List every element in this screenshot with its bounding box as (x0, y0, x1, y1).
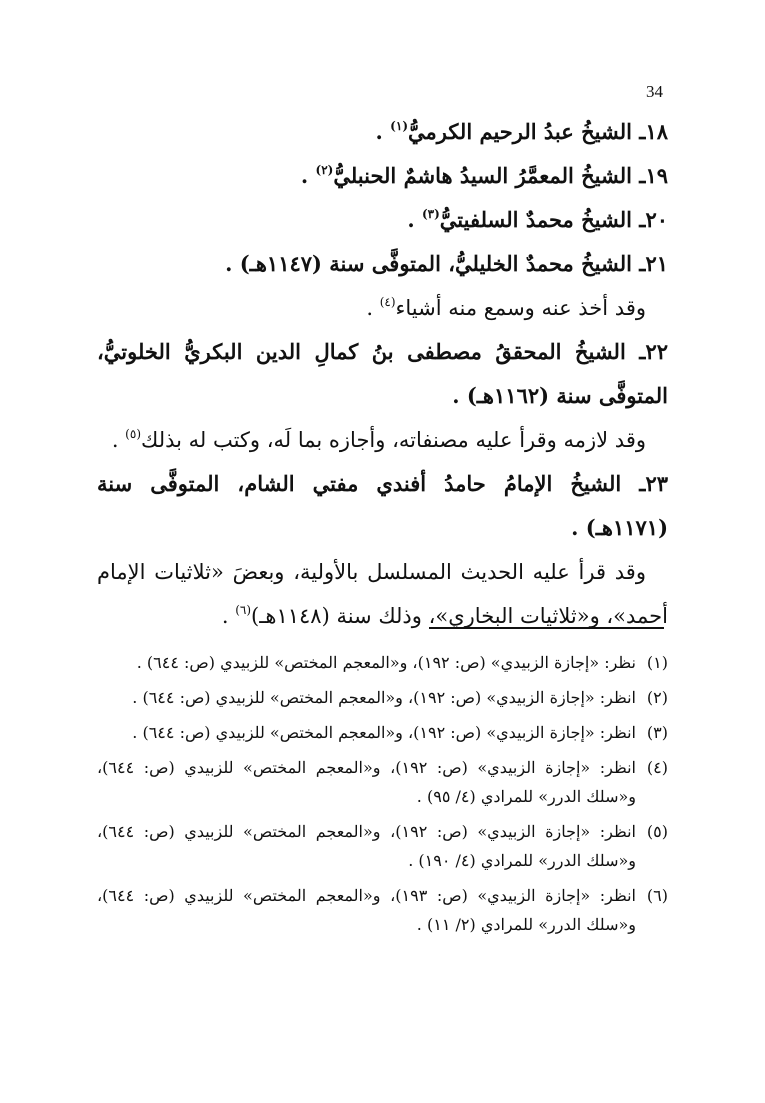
entry-text: ٢٠ـ الشيخُ محمدٌ السلفيتيُّ (439, 207, 668, 232)
footnote-ref: (١) (390, 119, 408, 133)
entry-text: ١٩ـ الشيخُ المعمَّرُ السيدُ هاشمٌ الحنبليُّ (333, 163, 668, 188)
footnote-separator (429, 627, 664, 629)
entry-21 (97, 242, 668, 286)
footnote-text: انظر: «إجازة الزبيدي» (ص: ١٩٢)، و«المعجم المختص» للزبيدي (ص: ٦٤٤) . (132, 723, 636, 742)
page-number: 34 (646, 82, 663, 101)
entry-21-note (97, 286, 668, 330)
entry-22 (97, 330, 668, 418)
footnote-number: (٣) (646, 723, 668, 742)
footnote-ref: (٤) (379, 295, 396, 309)
entry-tail: . (221, 604, 236, 628)
footnote-text: انظر: «إجازة الزبيدي» (ص: ١٩٣)، و«المعجم المختص» للزبيدي (ص: ٦٤٤)، و«سلك الدرر» للمرادي (٢/ ١١) . (97, 886, 637, 934)
entry-tail: . (375, 119, 391, 144)
entry-18 (97, 110, 668, 154)
entry-20 (97, 198, 668, 242)
footnote-6 (97, 881, 668, 939)
entry-text: ١٨ـ الشيخُ عبدُ الرحيم الكرميُّ (408, 119, 668, 144)
footnote-text: نظر: «إجازة الزبيدي» (ص: ١٩٢)، و«المعجم المختص» للزبيدي (ص: ٦٤٤) . (136, 653, 636, 672)
entry-text: وقد أخذ عنه وسمع منه أشياء (395, 296, 646, 320)
footnote-number: (٦) (646, 886, 668, 905)
entry-22-note (97, 418, 668, 462)
entry-tail: . (366, 296, 380, 320)
entry-tail: . (300, 163, 316, 188)
entry-19 (97, 154, 668, 198)
footnotes (97, 648, 668, 945)
footnote-4 (97, 753, 668, 811)
footnote-5 (97, 817, 668, 875)
entry-tail: . (407, 207, 422, 232)
footnote-1 (97, 648, 668, 677)
entry-23-note (97, 550, 668, 638)
entry-text: وقد لازمه وقرأ عليه مصنفاته، وأجازه بما لَه، وكتب له بذلك (141, 428, 646, 452)
entry-tail: . (111, 428, 126, 452)
footnote-text: انظر: «إجازة الزبيدي» (ص: ١٩٢)، و«المعجم المختص» للزبيدي (ص: ٦٤٤) . (132, 688, 636, 707)
footnote-ref: (٥) (125, 427, 141, 441)
footnote-text: انظر: «إجازة الزبيدي» (ص: ١٩٢)، و«المعجم المختص» للزبيدي (ص: ٦٤٤)، و«سلك الدرر» للمرادي (٤/ ٩٥) . (97, 758, 637, 806)
main-text (97, 110, 668, 638)
footnote-2 (97, 683, 668, 712)
entry-text: ٢٢ـ الشيخُ المحققُ مصطفى بنُ كمالِ الدين البكريُّ الخلوتيُّ، المتوفَّى سنة (١١٦٢هـ) . (97, 339, 668, 408)
footnote-ref: (٣) (421, 207, 440, 221)
footnote-number: (٤) (646, 758, 668, 777)
footnote-text: انظر: «إجازة الزبيدي» (ص: ١٩٢)، و«المعجم المختص» للزبيدي (ص: ٦٤٤)، و«سلك الدرر» للمرادي (٤/ ١٩٠) . (97, 822, 637, 870)
footnote-number: (٥) (646, 822, 668, 841)
entry-23 (97, 462, 668, 550)
entry-text: ٢١ـ الشيخُ محمدٌ الخليليُّ، المتوفَّى سنة (١١٤٧هـ) . (225, 251, 668, 276)
footnote-number: (١) (646, 653, 668, 672)
footnote-ref: (٢) (315, 163, 334, 177)
footnote-number: (٢) (646, 688, 668, 707)
entry-text: وقد قرأ عليه الحديث المسلسل بالأولية، وبعضَ «ثلاثيات الإمام أحمد»، و«ثلاثيات البخاري»، وذلك سنة (١١٤٨هـ) (97, 560, 668, 628)
footnote-3 (97, 718, 668, 747)
entry-text: ٢٣ـ الشيخُ الإمامُ حامدُ أفندي مفتي الشام، المتوفَّى سنة (١١٧١هـ) . (97, 471, 668, 540)
footnote-ref: (٦) (235, 603, 252, 617)
